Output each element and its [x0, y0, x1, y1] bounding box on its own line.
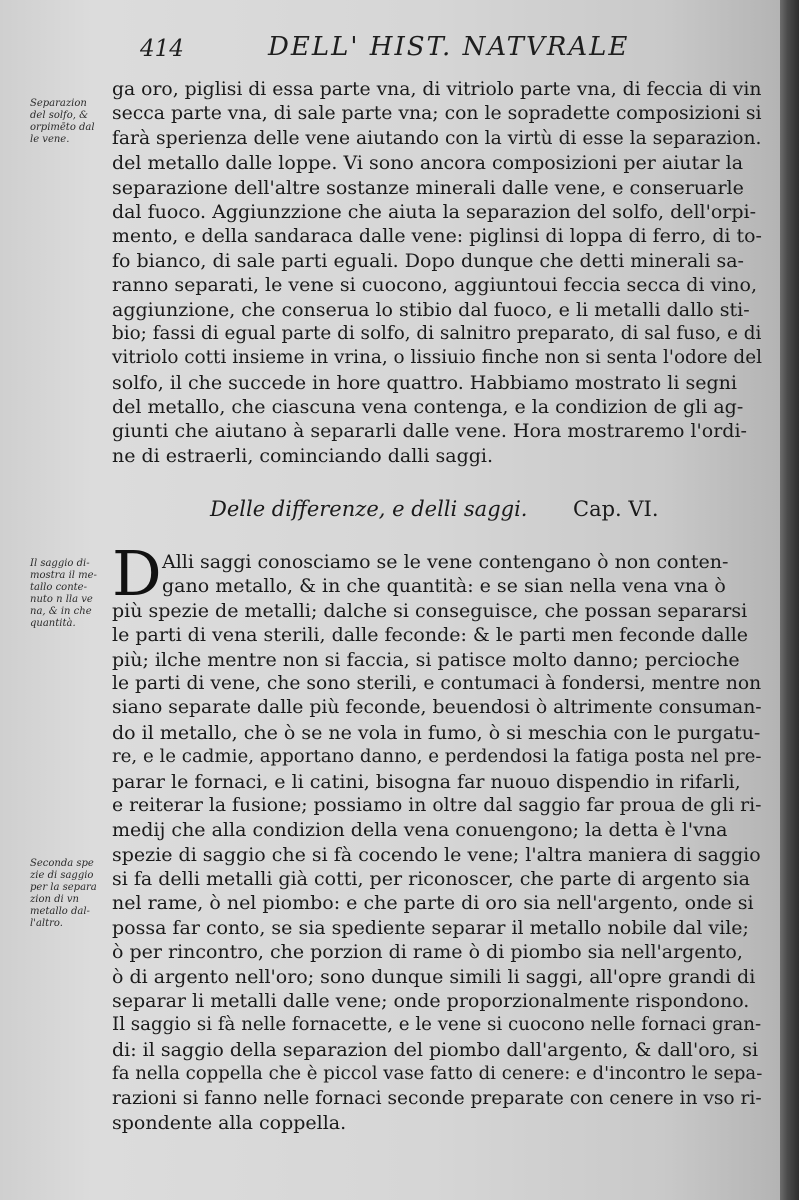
text-line: spezie di saggio che si fà cocendo le vene; l'altra maniera di saggio: [112, 843, 761, 866]
text-line: nel rame, ò nel piombo: e che parte di oro sia nell'argento, onde si: [112, 892, 754, 915]
margin-note-line: mostra il me-: [30, 570, 97, 581]
text-line: spondente alla coppella.: [112, 1111, 347, 1134]
text-line: siano separate dalle più feconde, beuendosi ò altrimente consuman-: [112, 697, 762, 719]
text-line: parar le fornaci, e li catini, bisogna far nuouo dispendio in rifarli,: [112, 770, 741, 793]
text-line: ga oro, piglisi di essa parte vna, di vitriolo parte vna, di feccia di vin: [112, 79, 762, 100]
margin-note-line: per la separa: [30, 882, 97, 893]
chapter-heading: [210, 497, 710, 527]
margin-note-line: Separazion: [30, 98, 87, 109]
text-line: ranno separati, le vene si cuocono, aggiuntoui feccia secca di vino,: [112, 274, 758, 297]
page-number: 414: [140, 36, 184, 62]
text-line: possa far conto, se sia spediente separar il metallo nobile dal vile;: [112, 916, 749, 939]
margin-note-line: na, & in che: [30, 606, 92, 617]
text-line: fa nella coppella che è piccol vase fatto di cenere: e d'incontro le sepa-: [112, 1063, 763, 1085]
chapter-number: Cap. VI.: [573, 497, 659, 521]
text-line: più spezie de metalli; dalche si conseguisce, che possan separarsi: [112, 599, 748, 622]
paragraph-1: [112, 78, 762, 468]
text-line: gano metallo, & in che quantità: e se sian nella vena vna ò: [162, 575, 726, 598]
text-line: più; ilche mentre non si faccia, si patisce molto danno; percioche: [112, 648, 740, 671]
margin-note-line: nuto n lla ve: [30, 594, 93, 605]
text-line: fo bianco, di sale parti eguali. Dopo dunque che detti minerali sa-: [112, 249, 744, 272]
text-line: solfo, il che succede in hore quattro. Habbiamo mostrato li segni: [112, 371, 737, 394]
text-line: aggiunzione, che conserua lo stibio dal fuoco, e li metalli dallo sti-: [112, 298, 750, 321]
margin-note-line: quantità.: [30, 618, 76, 629]
text-line: razioni si fanno nelle fornaci seconde preparate con cenere in vso ri-: [112, 1087, 762, 1109]
text-line: separazione dell'altre sostanze minerali dalle vene, e conseruarle: [112, 176, 744, 199]
margin-note-seconda-spezie: [30, 858, 112, 930]
text-line: del metallo dalle loppe. Vi sono ancora composizioni per aiutar la: [112, 152, 744, 175]
book-spine-shadow: [780, 0, 799, 1200]
text-line: ò di argento nell'oro; sono dunque simili li saggi, all'opre grandi di: [112, 965, 756, 988]
paragraph-2: [112, 550, 762, 1135]
margin-note-line: del solfo, &: [30, 110, 89, 121]
margin-note-separazion: [30, 98, 112, 146]
running-title: DELL' HIST. NATVRALE: [268, 32, 630, 62]
text-line: di: il saggio della separazion del piombo dall'argento, & dall'oro, si: [112, 1038, 759, 1061]
drop-cap: D: [112, 537, 162, 610]
text-line: giunti che aiutano à separarli dalle vene. Hora mostraremo l'ordi-: [112, 420, 747, 443]
text-line: del metallo, che ciascuna vena contenga, e la condizion de gli ag-: [112, 396, 744, 419]
margin-note-line: orpimēto dal: [30, 122, 95, 133]
margin-note-line: le vene.: [30, 134, 70, 145]
text-line: mento, e della sandaraca dalle vene: piglinsi di loppa di ferro, di to-: [112, 225, 762, 248]
margin-note-line: l'altro.: [30, 918, 63, 929]
margin-note-line: zie di saggio: [30, 870, 94, 881]
text-line: ne di estraerli, cominciando dalli saggi.: [112, 444, 494, 467]
text-line: ò per rincontro, che porzion di rame ò di piombo sia nell'argento,: [112, 941, 743, 964]
text-line: le parti di vena sterili, dalle feconde: & le parti men feconde dalle: [112, 624, 749, 647]
margin-note-line: tallo conte-: [30, 582, 87, 593]
text-line: separar li metalli dalle vene; onde proporzionalmente rispondono.: [112, 990, 750, 1013]
page-header: [140, 30, 640, 70]
text-line: dal fuoco. Aggiunzzione che aiuta la separazion del solfo, dell'orpi-: [112, 200, 757, 223]
text-line: secca parte vna, di sale parte vna; con le sopradette composizioni si: [112, 103, 762, 125]
text-line: re, e le cadmie, apportano danno, e perdendosi la fatiga posta nel pre-: [112, 746, 762, 768]
margin-note-line: metallo dal-: [30, 906, 90, 917]
text-line: Alli saggi conosciamo se le vene contengano ò non conten-: [162, 551, 729, 573]
margin-note-line: Seconda spe: [30, 858, 94, 869]
text-line: si fa delli metalli già cotti, per riconoscer, che parte di argento sia: [112, 868, 750, 891]
text-line: vitriolo cotti insieme in vrina, o lissiuio finche non si senta l'odore del: [112, 347, 762, 369]
margin-note-line: zion di vn: [30, 894, 79, 905]
margin-note-line: Il saggio di-: [30, 558, 90, 569]
text-line: bio; fassi di egual parte di solfo, di salnitro preparato, di sal fuso, e di: [112, 322, 762, 344]
margin-note-saggio: [30, 558, 112, 630]
text-line: farà sperienza delle vene aiutando con la virtù di esse la separazion.: [112, 127, 762, 149]
text-line: medij che alla condizion della vena conuengono; la detta è l'vna: [112, 819, 728, 842]
text-line: Il saggio si fà nelle fornacette, e le vene si cuocono nelle fornaci gran-: [112, 1014, 762, 1036]
text-line: e reiterar la fusione; possiamo in oltre dal saggio far proua de gli ri-: [112, 794, 762, 816]
text-line: do il metallo, che ò se ne vola in fumo, ò si meschia con le purgatu-: [112, 721, 761, 744]
chapter-title: Delle differenze, e delli saggi.: [210, 497, 528, 521]
text-line: le parti di vene, che sono sterili, e contumaci à fondersi, mentre non: [112, 672, 762, 694]
